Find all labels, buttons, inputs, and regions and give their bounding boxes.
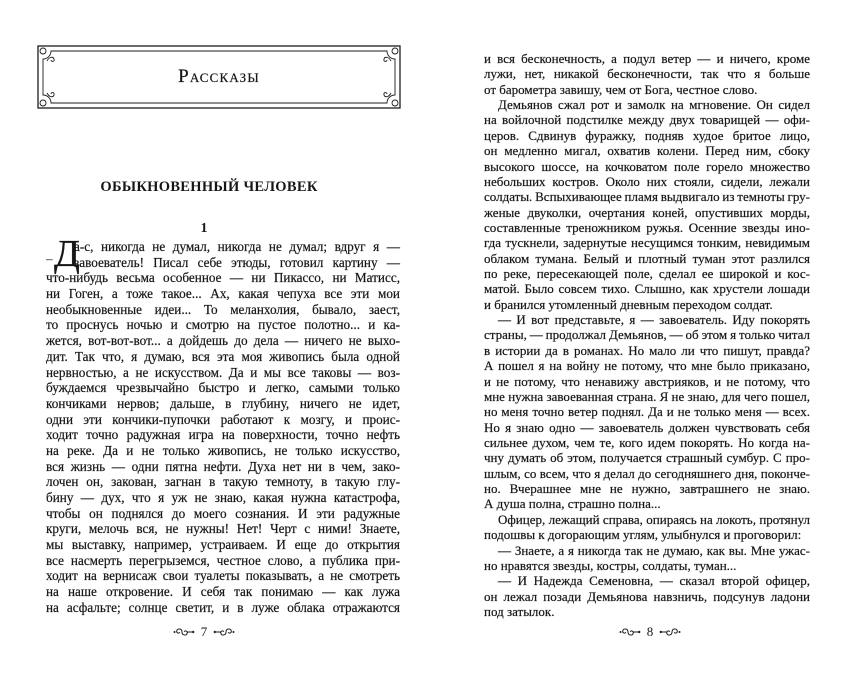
line-text: буждаемся чрезвычайно быстро и легко, самыми только — [46, 380, 400, 396]
line-text: шлым, со всем, что я делал до сегодняшнего дня, поконче- — [484, 465, 810, 481]
line-text: — И вот представьте, я — завоеватель. Иду покорять — [498, 312, 810, 328]
page-number: 8 — [646, 624, 654, 639]
text-line — [484, 496, 810, 511]
line-text: на войлочной подстилке между двух товарищей — офи- — [484, 112, 810, 128]
line-text: вся жизнь — одни пятна нефти. Духа нет ни в чем, зако- — [46, 458, 400, 474]
paragraph — [484, 573, 810, 619]
line-text: нервностью, а не искусством. Да и мы все таковы — воз- — [46, 364, 400, 380]
text-line — [46, 600, 400, 616]
line-text: ходит на вернисаж свои туалеты показывать, а не смотреть — [46, 568, 400, 584]
line-text: А душа полна, страшно полна... — [484, 496, 661, 512]
text-line — [484, 558, 810, 573]
text-line — [46, 255, 400, 271]
text-line — [46, 443, 400, 459]
text-line — [484, 450, 810, 465]
line-text: гда тускнели, задернутые несущимся тонким, невидимым — [484, 235, 810, 251]
text-line — [484, 512, 810, 527]
line-text: все насмерть перегрыземся, честное слово, а публика при- — [46, 552, 400, 568]
line-text: облаком тумана. Белый и плотный туман этот разлился — [484, 250, 810, 266]
line-text: то проснусь ночью и смотрю на пустое полотно... и ка- — [46, 317, 400, 333]
text-line — [484, 251, 810, 266]
line-text: под затылок. — [484, 603, 555, 619]
line-text: лужи, нет, никакой бесконечности, так что я больше — [484, 66, 810, 82]
body-text — [46, 233, 400, 616]
line-text: в истории да в романах. Но мало ли что пишут, правда? — [484, 342, 810, 358]
text-line — [46, 380, 400, 396]
line-text: по реке, пересекающей поле, сделал ее широкой и кос- — [484, 266, 810, 282]
page-number: 7 — [200, 624, 208, 639]
line-text: на асфальте; солнце светит, и в луже облака отражаются — [46, 599, 400, 615]
line-text: ни Гоген, а тоже такое... Ах, какая чепуха все эти мои — [46, 286, 400, 302]
text-line — [484, 604, 810, 619]
text-line — [484, 343, 810, 358]
line-text: на реке. Да и не только живопись, не только искусство, — [46, 442, 400, 458]
line-text: кончиками нервов; дальше, в глубину, ничего не идет, — [46, 395, 400, 411]
drop-cap: Д — [54, 233, 80, 275]
text-line — [484, 66, 810, 81]
text-line — [484, 97, 810, 112]
line-text: но. Вчерашнее мне не нужно, завтрашнего не знаю. — [484, 481, 810, 497]
line-text: круги, мелочь вся, не нужны! Нет! Черт с ними! Знаете, — [46, 521, 400, 537]
text-line — [46, 490, 400, 506]
text-line — [484, 589, 810, 604]
text-line — [484, 435, 810, 450]
text-line — [484, 189, 810, 204]
text-line — [484, 281, 810, 296]
dropcap-dash: – — [46, 251, 53, 266]
line-text: составленные треножником ружья. Осенние звезды ино- — [484, 219, 810, 235]
line-text: церов. Сдвинув фуражку, подняв худое бритое лицо, — [484, 127, 810, 143]
line-text: небольших костров. Около них стояли, сидели, лежали — [484, 173, 810, 189]
line-text: Но я знаю одно — завоеватель должен чувствовать себя — [484, 419, 810, 435]
text-line — [46, 396, 400, 412]
text-line — [46, 537, 400, 553]
text-line — [46, 239, 400, 255]
text-line — [484, 573, 810, 588]
text-line — [46, 568, 400, 584]
text-line — [46, 474, 400, 490]
line-text: он лежал позади Демьянова навзничь, подсунув ладони — [484, 588, 810, 604]
text-line — [46, 412, 400, 428]
line-text: Демьянов сжал рот и замолк на мгновение. Он сидел — [498, 97, 810, 113]
line-text: дит. Так что, я думаю, вся эта моя живопись была одной — [46, 348, 400, 364]
text-line — [484, 404, 810, 419]
text-line — [484, 143, 810, 158]
line-text: — Знаете, а я никогда так не думаю, как вы. Мне ужас- — [498, 542, 810, 558]
line-text: и бранился утомленный дневным переходом солдат. — [484, 296, 773, 312]
line-text: одни эти кончики-пупочки работают к мозгу, и проис- — [46, 411, 400, 427]
line-text: женые двуколки, очертания коней, опустивших морды, — [484, 204, 810, 220]
line-text: лочен он, закован, загнан в такую темноту, в такую глу- — [46, 474, 400, 490]
text-line — [46, 349, 400, 365]
text-line — [484, 358, 810, 373]
line-text: сильнее духом, чем те, кого идем покорять. Но когда на- — [484, 434, 810, 450]
line-text: мне нужна завоеванная страна. Я не знаю, для чего пошел, — [484, 388, 810, 404]
line-text: мы выставку, например, устраиваем. И еще до открытия — [46, 537, 400, 553]
text-line — [484, 266, 810, 281]
text-line — [46, 521, 400, 537]
text-line — [46, 270, 400, 286]
paragraph — [484, 97, 810, 312]
text-line — [46, 286, 400, 302]
text-line — [484, 466, 810, 481]
text-line — [46, 506, 400, 522]
line-text: от барометра завишу, чем от Бога, честное слово. — [484, 81, 758, 97]
text-line — [484, 128, 810, 143]
line-text: солдаты. Вспыхивающее пламя выдвигало из темноты гру- — [484, 189, 810, 205]
line-text: жется, вот-вот-вот... а дойдешь до дела — ничего не выхо- — [46, 333, 400, 349]
text-line — [46, 427, 400, 443]
text-line — [484, 205, 810, 220]
paragraph — [484, 51, 810, 97]
line-text: чтобы он поднялся до моего сознания. И эти радужные — [46, 505, 400, 521]
text-line — [484, 327, 810, 342]
paragraph — [484, 543, 810, 574]
line-text: высокого шоссе, на кочковатом поле горело множество — [484, 158, 810, 174]
paragraph — [484, 312, 810, 512]
text-line — [484, 159, 810, 174]
page-number-block — [164, 624, 244, 640]
line-text: бину — дух, что я уж не знаю, какая нужна катастрофа, — [46, 490, 400, 505]
text-line — [484, 389, 810, 404]
text-line — [484, 481, 810, 496]
line-text: но нравятся звезды, костры, солдаты, туман... — [484, 557, 737, 573]
text-line — [46, 459, 400, 475]
chapter-number: 1 — [200, 221, 208, 236]
running-header: Рассказы — [178, 66, 260, 87]
fleuron-icon — [213, 626, 235, 638]
line-text: а-с, никогда не думал, никогда не думал; вдруг я — — [74, 239, 400, 254]
text-line — [46, 365, 400, 381]
line-text: и не потому, что ненавижу австрияков, и не потому, что — [484, 373, 810, 389]
fleuron-icon — [619, 626, 641, 638]
fleuron-icon — [173, 626, 195, 638]
text-line — [46, 302, 400, 318]
line-text: страны, — продолжал Демьянов, — об этом я только читал — [484, 327, 810, 343]
page-number-block — [610, 624, 690, 640]
text-line — [46, 333, 400, 349]
text-line — [484, 543, 810, 558]
right-page — [427, 0, 854, 694]
line-text: завоеватель! Писал себе этюды, готовил картину — — [74, 254, 400, 270]
line-text: чну думать об этом, получается страшный сумбур. С про- — [484, 450, 810, 466]
fleuron-icon — [659, 626, 681, 638]
text-line — [484, 235, 810, 250]
text-line — [484, 297, 810, 312]
line-text: — И Надежда Семеновна, — сказал второй офицер, — [498, 573, 810, 589]
line-text: матой. Было совсем тихо. Слышно, как хрустели лошади — [484, 281, 810, 297]
running-header-frame — [37, 45, 401, 109]
paragraph — [484, 512, 810, 543]
text-line — [484, 420, 810, 435]
line-text: и вся бесконечность, а подул ветер — и ничего, кроме — [484, 51, 810, 66]
line-text: А пошел я на войну не потому, что мне было приказано, — [484, 358, 810, 374]
story-title: ОБЫКНОВЕННЫЙ ЧЕЛОВЕК — [100, 179, 318, 195]
text-line — [484, 220, 810, 235]
text-line — [484, 174, 810, 189]
text-line — [46, 584, 400, 600]
text-line — [46, 317, 400, 333]
text-line — [484, 374, 810, 389]
text-line — [46, 553, 400, 569]
text-line — [484, 312, 810, 327]
line-text: ходит точно радужная игра на поверхности, точно нефть — [46, 427, 400, 443]
line-text: на наше откровение. И себя так понимаю — как лужа — [46, 584, 400, 600]
line-text: он медленно мигал, охватив колени. Перед ним, сбоку — [484, 143, 810, 159]
body-text — [484, 51, 810, 619]
line-text: необыкновенные идеи... То меланхолия, бывало, заест, — [46, 301, 400, 317]
line-text: но меня точно ветер поднял. Да и не только меня — всех. — [484, 404, 810, 420]
line-text: подошвы к догорающим углям, улыбнулся и проговорил: — [484, 527, 802, 543]
text-line — [484, 112, 810, 127]
text-line — [484, 82, 810, 97]
text-line — [484, 51, 810, 66]
text-line — [484, 527, 810, 542]
line-text: что-нибудь весьма особенное — ни Пикассо, ни Матисс, — [46, 270, 400, 286]
paragraph — [46, 239, 400, 616]
line-text: Офицер, лежащий справа, опираясь на локоть, протянул — [498, 511, 810, 527]
